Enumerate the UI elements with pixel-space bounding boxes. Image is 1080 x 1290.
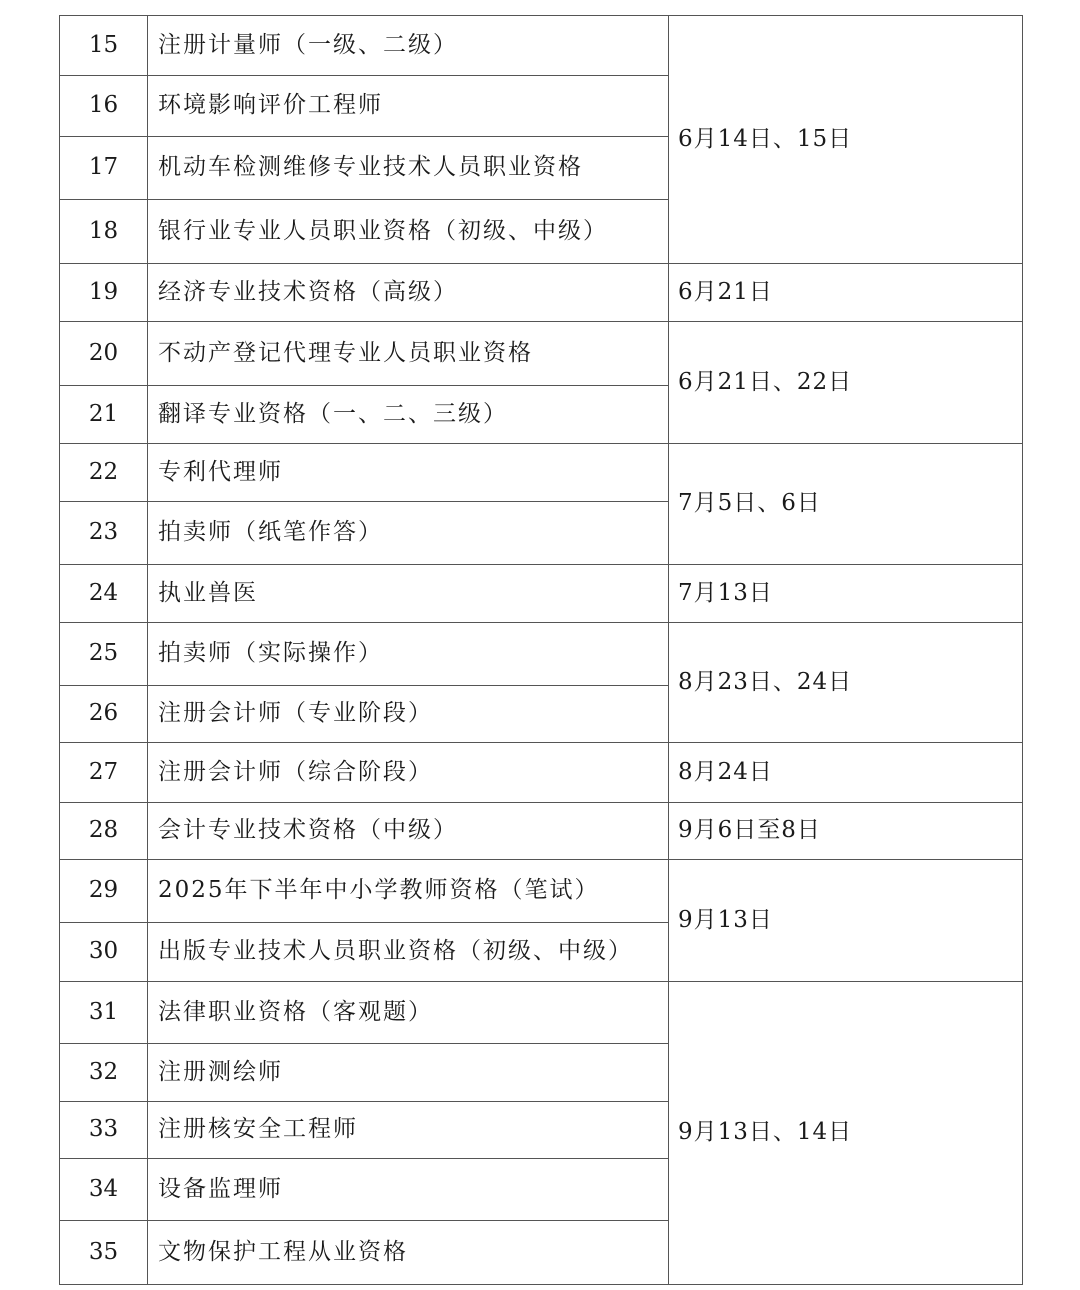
- table-row: [60, 565, 1023, 623]
- row-number: 23: [60, 502, 148, 565]
- table-row: [60, 860, 1023, 923]
- exam-date: 6月21日、22日: [669, 322, 1023, 444]
- row-number: 15: [60, 16, 148, 76]
- row-number: 31: [60, 982, 148, 1044]
- exam-name: 2025年下半年中小学教师资格（笔试）: [148, 860, 669, 923]
- exam-date: 9月6日至8日: [669, 803, 1023, 860]
- exam-date: 7月5日、6日: [669, 444, 1023, 565]
- exam-name: 拍卖师（纸笔作答）: [148, 502, 669, 565]
- exam-name: 拍卖师（实际操作）: [148, 623, 669, 686]
- row-number: 24: [60, 565, 148, 623]
- exam-date: 6月14日、15日: [669, 16, 1023, 264]
- exam-name: 设备监理师: [148, 1159, 669, 1221]
- table-row: [60, 623, 1023, 686]
- exam-name: 注册会计师（专业阶段）: [148, 686, 669, 743]
- exam-date: 8月23日、24日: [669, 623, 1023, 743]
- exam-name: 法律职业资格（客观题）: [148, 982, 669, 1044]
- table-row: [60, 444, 1023, 502]
- row-number: 25: [60, 623, 148, 686]
- exam-date: 7月13日: [669, 565, 1023, 623]
- row-number: 18: [60, 200, 148, 264]
- exam-name: 专利代理师: [148, 444, 669, 502]
- row-number: 33: [60, 1102, 148, 1159]
- exam-name: 银行业专业人员职业资格（初级、中级）: [148, 200, 669, 264]
- row-number: 35: [60, 1221, 148, 1285]
- row-number: 16: [60, 76, 148, 137]
- row-number: 27: [60, 743, 148, 803]
- exam-name: 会计专业技术资格（中级）: [148, 803, 669, 860]
- row-number: 22: [60, 444, 148, 502]
- exam-name: 注册计量师（一级、二级）: [148, 16, 669, 76]
- exam-name: 注册核安全工程师: [148, 1102, 669, 1159]
- exam-date: 9月13日、14日: [669, 982, 1023, 1285]
- exam-name: 不动产登记代理专业人员职业资格: [148, 322, 669, 386]
- row-number: 17: [60, 137, 148, 200]
- exam-name: 环境影响评价工程师: [148, 76, 669, 137]
- exam-name: 翻译专业资格（一、二、三级）: [148, 386, 669, 444]
- table-row: [60, 743, 1023, 803]
- row-number: 28: [60, 803, 148, 860]
- row-number: 34: [60, 1159, 148, 1221]
- table-row: [60, 264, 1023, 322]
- exam-schedule-table: [59, 15, 1023, 1285]
- row-number: 21: [60, 386, 148, 444]
- row-number: 26: [60, 686, 148, 743]
- table-row: [60, 803, 1023, 860]
- exam-name: 经济专业技术资格（高级）: [148, 264, 669, 322]
- row-number: 30: [60, 923, 148, 982]
- exam-name: 出版专业技术人员职业资格（初级、中级）: [148, 923, 669, 982]
- row-number: 32: [60, 1044, 148, 1102]
- exam-name: 机动车检测维修专业技术人员职业资格: [148, 137, 669, 200]
- exam-table-body: [60, 16, 1023, 1285]
- exam-name: 注册会计师（综合阶段）: [148, 743, 669, 803]
- exam-name: 注册测绘师: [148, 1044, 669, 1102]
- table-row: [60, 982, 1023, 1044]
- row-number: 19: [60, 264, 148, 322]
- table-row: [60, 322, 1023, 386]
- exam-date: 6月21日: [669, 264, 1023, 322]
- row-number: 20: [60, 322, 148, 386]
- table-row: [60, 16, 1023, 76]
- row-number: 29: [60, 860, 148, 923]
- exam-name: 文物保护工程从业资格: [148, 1221, 669, 1285]
- exam-date: 8月24日: [669, 743, 1023, 803]
- exam-date: 9月13日: [669, 860, 1023, 982]
- exam-name: 执业兽医: [148, 565, 669, 623]
